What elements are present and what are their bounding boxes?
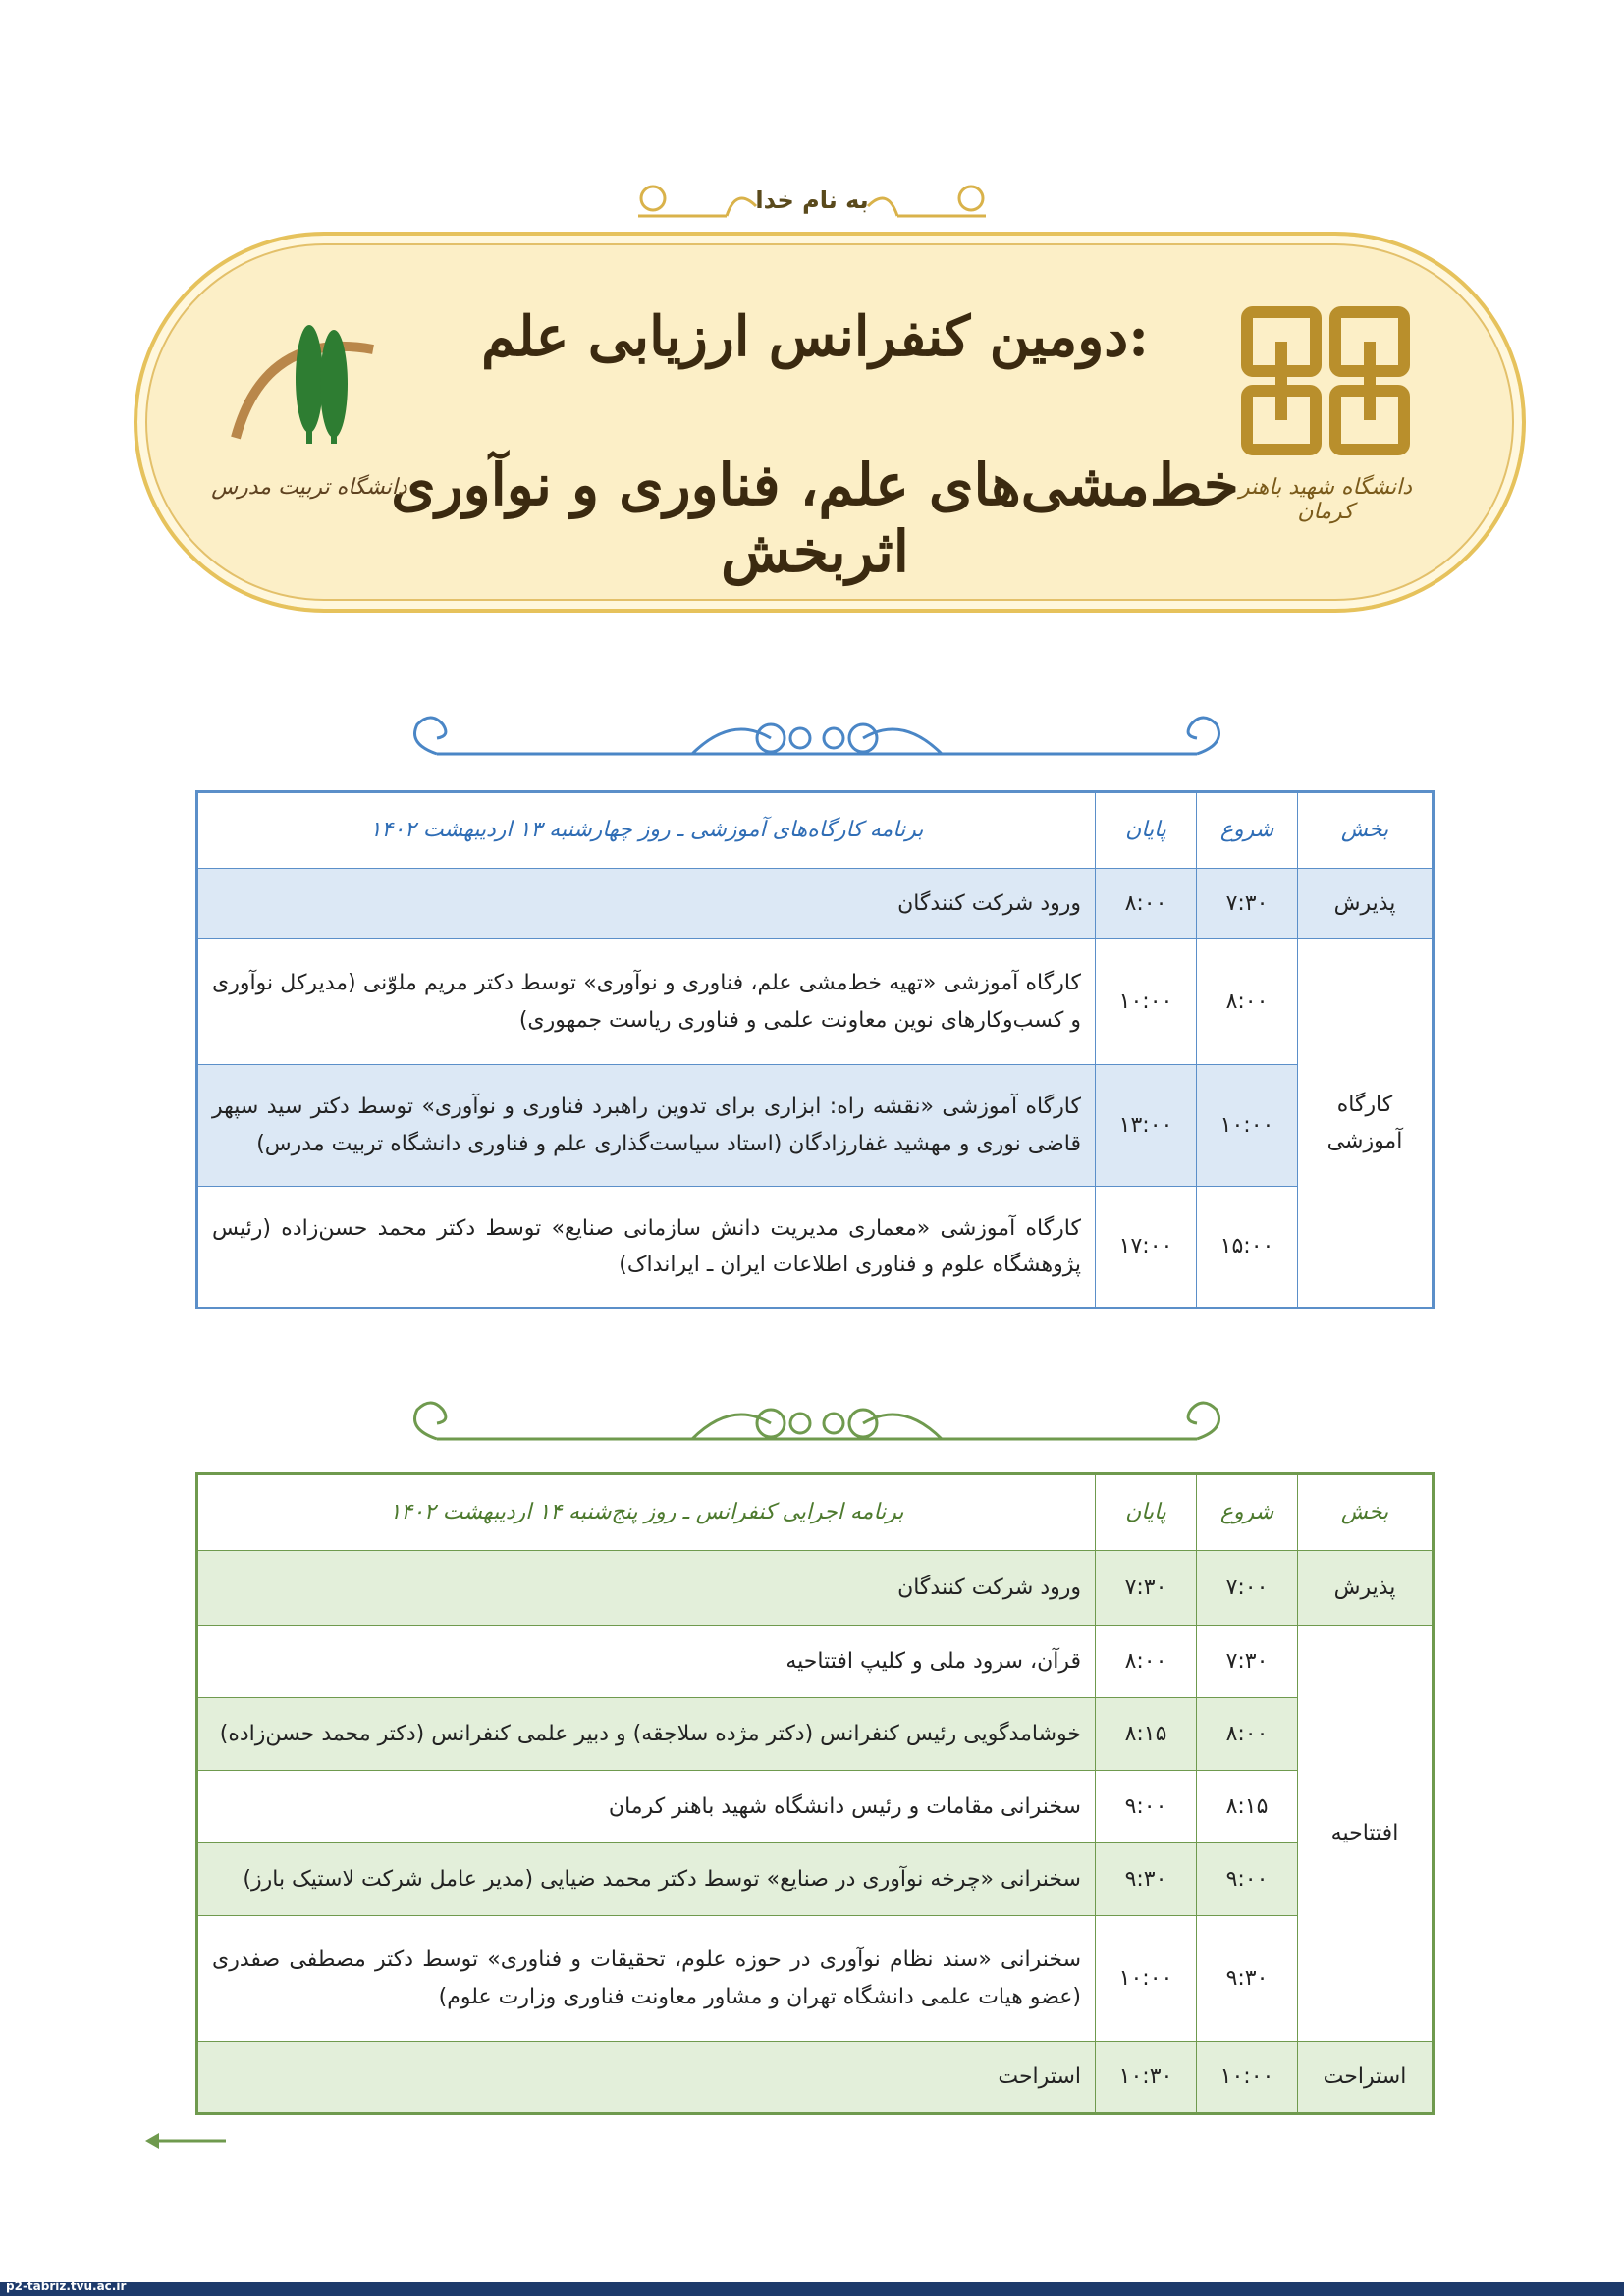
row-start-time: ۸:۰۰ (1197, 939, 1298, 1065)
table-row (197, 1187, 1434, 1308)
table-row (197, 1626, 1434, 1698)
row-start-time: ۸:۰۰ (1197, 1698, 1298, 1771)
logo-right-caption: دانشگاه شهید باهنر کرمان (1239, 475, 1412, 524)
row-end-time: ۱۰:۰۰ (1096, 939, 1197, 1065)
row-section: پذیرش (1298, 1551, 1434, 1626)
row-end-time: ۹:۰۰ (1096, 1771, 1197, 1843)
col-header-start: شروع (1197, 1474, 1298, 1551)
row-start-time: ۷:۳۰ (1197, 869, 1298, 939)
row-end-time: ۱۰:۰۰ (1096, 1916, 1197, 2042)
row-start-time: ۹:۳۰ (1197, 1916, 1298, 2042)
col-header-section: بخش (1298, 1474, 1434, 1551)
logo-left-caption: دانشگاه تربیت مدرس (211, 475, 407, 500)
workshops-schedule-table (195, 790, 1435, 1309)
table-row (197, 1916, 1434, 2042)
row-section: افتتاحیه (1298, 1626, 1434, 2042)
conference-title-line1: دومین کنفرانس ارزیابی علم: (481, 304, 1149, 369)
table-row (197, 1698, 1434, 1771)
row-end-time: ۸:۱۵ (1096, 1698, 1197, 1771)
row-start-time: ۱۵:۰۰ (1197, 1187, 1298, 1308)
row-description: ورود شرکت کنندگان (197, 1551, 1096, 1626)
row-description: استراحت (197, 2042, 1096, 2114)
table-row (197, 1065, 1434, 1187)
table-row (197, 939, 1434, 1065)
row-start-time: ۷:۳۰ (1197, 1626, 1298, 1698)
footer-bar (0, 2282, 1624, 2296)
row-section: کارگاه آموزشی (1298, 939, 1434, 1308)
row-description: خوشامدگویی رئیس کنفرانس (دکتر مژده سلاجقه) و دبیر علمی کنفرانس (دکتر محمد حسن‌زاده) (197, 1698, 1096, 1771)
row-start-time: ۱۰:۰۰ (1197, 1065, 1298, 1187)
row-end-time: ۱۷:۰۰ (1096, 1187, 1197, 1308)
col-header-end: پایان (1096, 1474, 1197, 1551)
row-end-time: ۱۰:۳۰ (1096, 2042, 1197, 2114)
table-row (197, 869, 1434, 939)
row-description: ورود شرکت کنندگان (197, 869, 1096, 939)
col-header-end: پایان (1096, 792, 1197, 869)
row-description: کارگاه آموزشی «معماری مدیریت دانش سازمانی صنایع» توسط دکتر محمد حسن‌زاده (رئیس پژوهشگاه علوم و فناوری اطلاعات ایران ـ ایرانداک) (197, 1187, 1096, 1308)
row-start-time: ۸:۱۵ (1197, 1771, 1298, 1843)
table-title: برنامه اجرایی کنفرانس ـ روز پنج‌شنبه ۱۴ اردیبهشت ۱۴۰۲ (197, 1474, 1096, 1551)
bismillah-text: به نام خدا (755, 187, 869, 214)
table-row (197, 1551, 1434, 1626)
col-header-section: بخش (1298, 792, 1434, 869)
row-end-time: ۹:۳۰ (1096, 1843, 1197, 1916)
row-start-time: ۱۰:۰۰ (1197, 2042, 1298, 2114)
col-header-start: شروع (1197, 792, 1298, 869)
blue-scroll-divider-ornament (398, 709, 1236, 768)
table-row (197, 1843, 1434, 1916)
row-description: سخنرانی «سند نظام نوآوری در حوزه علوم، تحقیقات و فناوری» توسط دکتر مصطفی صفدری (عضو هیات علمی دانشگاه تهران و مشاور معاونت فناوری وزارت علوم) (197, 1916, 1096, 2042)
arrow-left-icon[interactable] (143, 2130, 226, 2152)
table-row (197, 1771, 1434, 1843)
table-row (197, 2042, 1434, 2114)
row-description: سخنرانی مقامات و رئیس دانشگاه شهید باهنر کرمان (197, 1771, 1096, 1843)
row-start-time: ۹:۰۰ (1197, 1843, 1298, 1916)
row-description: کارگاه آموزشی «تهیه خط‌مشی علم، فناوری و نوآوری» توسط دکتر مریم ملوّنی (مدیرکل نوآوری و کسب‌وکارهای نوین معاونت علمی و فناوری ریاست جمهوری) (197, 939, 1096, 1065)
row-end-time: ۸:۰۰ (1096, 1626, 1197, 1698)
footer-url[interactable]: p2-tabriz.tvu.ac.ir (6, 2279, 127, 2293)
row-description: کارگاه آموزشی «نقشه راه: ابزاری برای تدوین راهبرد فناوری و نوآوری» توسط دکتر سید سپهر قاضی نوری و مهشید غفارزادگان (استاد سیاست‌گذاری علم و فناوری دانشگاه تربیت مدرس) (197, 1065, 1096, 1187)
row-description: سخنرانی «چرخه نوآوری در صنایع» توسط دکتر محمد ضیایی (مدیر عامل شرکت لاستیک بارز) (197, 1843, 1096, 1916)
row-end-time: ۸:۰۰ (1096, 869, 1197, 939)
green-scroll-divider-ornament (398, 1394, 1236, 1453)
row-end-time: ۷:۳۰ (1096, 1551, 1197, 1626)
conference-title-line2: خط‌مشی‌های علم، فناوری و نوآوری اثربخش (391, 452, 1239, 585)
row-section: استراحت (1298, 2042, 1434, 2114)
table-title: برنامه کارگاه‌های آموزشی ـ روز چهارشنبه ۱۳ اردیبهشت ۱۴۰۲ (197, 792, 1096, 869)
row-description: قرآن، سرود ملی و کلیپ افتتاحیه (197, 1626, 1096, 1698)
row-end-time: ۱۳:۰۰ (1096, 1065, 1197, 1187)
conference-program-table (195, 1472, 1435, 2115)
tarbiat-modares-university-logo (226, 310, 393, 448)
row-section: پذیرش (1298, 869, 1434, 939)
row-start-time: ۷:۰۰ (1197, 1551, 1298, 1626)
